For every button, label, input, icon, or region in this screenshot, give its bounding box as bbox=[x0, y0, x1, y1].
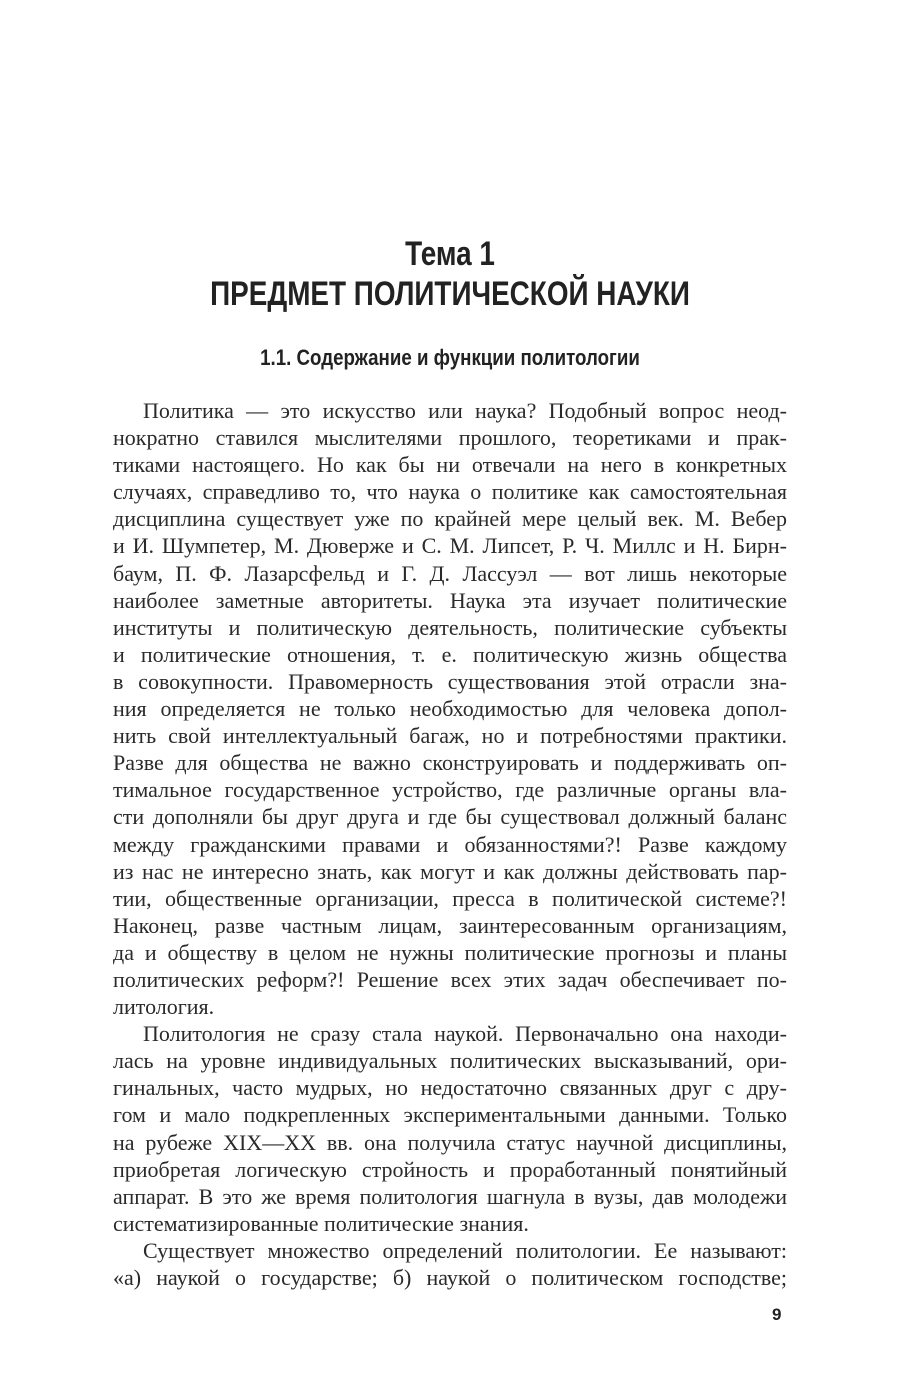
text-line: нить свой интеллектуальный багаж, но и потребностями практики. bbox=[113, 723, 787, 749]
text-line: Политология не сразу стала наукой. Первоначально она находи- bbox=[143, 1021, 787, 1047]
text-line: в совокупности. Правомерность существования этой отрасли зна- bbox=[113, 668, 787, 694]
paragraph bbox=[113, 1237, 787, 1291]
text-line: нократно ставился мыслителями прошлого, теоретиками и прак- bbox=[113, 425, 787, 451]
text-line: гинальных, часто мудрых, но недостаточно связанных друг с дру- bbox=[113, 1075, 787, 1101]
page-number: 9 bbox=[772, 1305, 782, 1324]
text-line: лась на уровне индивидуальных политических высказываний, ори- bbox=[113, 1048, 787, 1074]
text-line: Политика — это искусство или наука? Подобный вопрос неод- bbox=[143, 398, 787, 423]
text-line: баум, П. Ф. Лазарсфельд и Г. Д. Лассуэл — вот лишь некоторые bbox=[113, 560, 787, 586]
text-line: между гражданскими правами и обязанностями?! Разве каждому bbox=[113, 831, 787, 857]
text-line: тимальное государственное устройство, где различные органы вла- bbox=[113, 777, 787, 803]
text-line: тии, общественные организации, пресса в политической системе?! bbox=[113, 885, 787, 911]
text-line: из нас не интересно знать, как могут и как должны действовать пар- bbox=[113, 858, 787, 884]
text-line: «а) наукой о государстве; б) наукой о политическом господстве; bbox=[113, 1265, 787, 1290]
topic-label: Тема 1 bbox=[405, 235, 495, 273]
text-line: гом и мало подкрепленных экспериментальными данными. Только bbox=[113, 1102, 787, 1128]
chapter-title: ПРЕДМЕТ ПОЛИТИЧЕСКОЙ НАУКИ bbox=[210, 275, 690, 313]
text-line: институты и политическую деятельность, политические субъекты bbox=[113, 614, 787, 640]
text-line: и И. Шумпетер, М. Дюверже и С. М. Липсет, Р. Ч. Миллс и Н. Бирн- bbox=[113, 533, 787, 559]
text-line: Наконец, разве частным лицам, заинтересованным организациям, bbox=[113, 912, 787, 938]
section-heading: 1.1. Содержание и функции политологии bbox=[260, 345, 640, 370]
text-line: сти дополняли бы друг друга и где бы существовал должный баланс bbox=[113, 804, 787, 830]
text-line: Существует множество определений политологии. Ее называют: bbox=[143, 1237, 787, 1263]
text-line: аппарат. В это же время политология шагнула в вузы, дав молодежи bbox=[113, 1183, 787, 1209]
text-line: политических реформ?! Решение всех этих задач обеспечивает по- bbox=[113, 966, 787, 992]
text-line: и политические отношения, т. е. политическую жизнь общества bbox=[113, 641, 787, 667]
text-line: Разве для общества не важно сконструировать и поддерживать оп- bbox=[113, 750, 787, 776]
text-line: тиками настоящего. Но как бы ни отвечали на него в конкретных bbox=[113, 452, 787, 478]
text-line: да и обществу в целом не нужны политические прогнозы и планы bbox=[113, 939, 787, 965]
text-line: дисциплина существует уже по крайней мере целый век. М. Вебер bbox=[113, 506, 787, 532]
text-line: литология. bbox=[113, 994, 215, 1020]
text-line: наиболее заметные авторитеты. Наука эта изучает политические bbox=[113, 587, 787, 613]
text-line: случаях, справедливо то, что наука о политике как самостоятельная bbox=[113, 479, 787, 505]
paragraph bbox=[113, 1020, 787, 1237]
paragraph bbox=[113, 397, 787, 1020]
text-line: приобретая логическую стройность и проработанный понятийный bbox=[113, 1156, 787, 1182]
text-line: ния определяется не только необходимостью для человека допол- bbox=[113, 696, 787, 722]
body-text bbox=[113, 397, 787, 1291]
text-line: систематизированные политические знания. bbox=[113, 1210, 529, 1236]
text-line: на рубеже XIX—XX вв. она получила статус научной дисциплины, bbox=[113, 1129, 787, 1155]
